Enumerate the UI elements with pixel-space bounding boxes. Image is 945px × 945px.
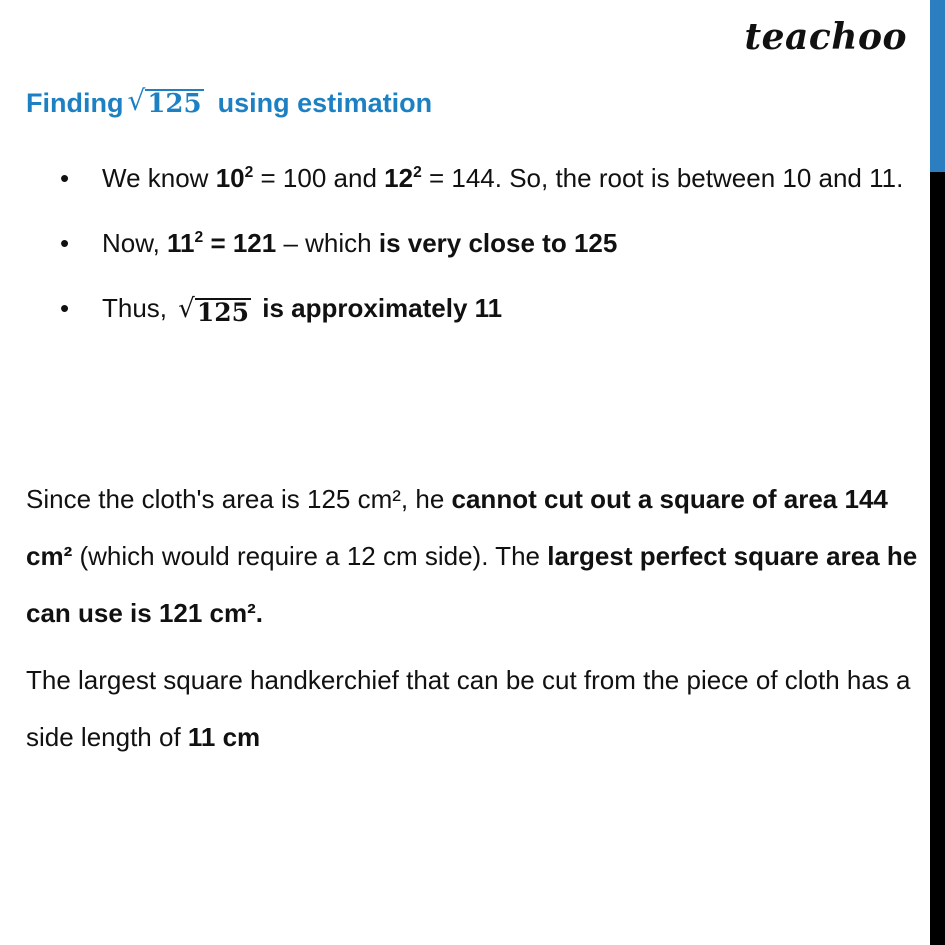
section-heading: [26, 83, 433, 119]
bullet-text: = 144. So, the root is between 10 and 11.: [421, 163, 904, 193]
list-item: [60, 215, 910, 272]
paragraph-text: (which would require a 12 cm side). The: [72, 541, 548, 571]
bullet-text: We know: [102, 163, 216, 193]
list-item: [60, 280, 910, 337]
bold-term: $10^2$: [215, 163, 254, 193]
bullet-text: Now,: [102, 228, 168, 258]
sqrt-icon: √: [127, 83, 146, 117]
sqrt-expression: [178, 294, 251, 327]
sqrt-radicand: 125: [196, 298, 250, 327]
bold-term: largest perfect square area he can use is 121 cm².: [26, 541, 918, 628]
final-answer: 11 cm: [187, 722, 261, 752]
paragraph-text: The largest square handkerchief that can be cut from the piece of cloth has a side length of: [26, 665, 911, 752]
bold-term: $12^2$: [384, 163, 422, 193]
bullet-icon: •: [60, 228, 70, 258]
conclusion-paragraph: [26, 471, 921, 642]
paragraph-text: Since the cloth's area is 125 cm², he: [26, 484, 452, 514]
heading-suffix: using estimation: [217, 88, 433, 118]
bullet-list: [60, 150, 910, 345]
bullet-text: Thus,: [102, 293, 175, 323]
bold-term: is approximately 11: [255, 293, 503, 323]
teachoo-logo: teachoo: [744, 16, 907, 58]
heading-prefix: Finding: [26, 88, 124, 118]
bullet-icon: •: [60, 163, 70, 193]
sqrt-icon: √: [178, 294, 195, 324]
bullet-text: = 100 and: [253, 163, 385, 193]
bold-term: $11^2 = 121$: [167, 228, 277, 258]
answer-paragraph: [26, 652, 921, 766]
bold-term: is very close to 125: [378, 228, 618, 258]
bullet-icon: •: [60, 293, 70, 323]
list-item: [60, 150, 910, 207]
right-edge-accent: [930, 0, 945, 172]
sqrt-expression: [127, 83, 203, 119]
bold-term: cannot cut out a square of area 144 cm²: [26, 484, 888, 571]
bullet-text: – which: [276, 228, 379, 258]
sqrt-radicand: 125: [147, 88, 202, 119]
